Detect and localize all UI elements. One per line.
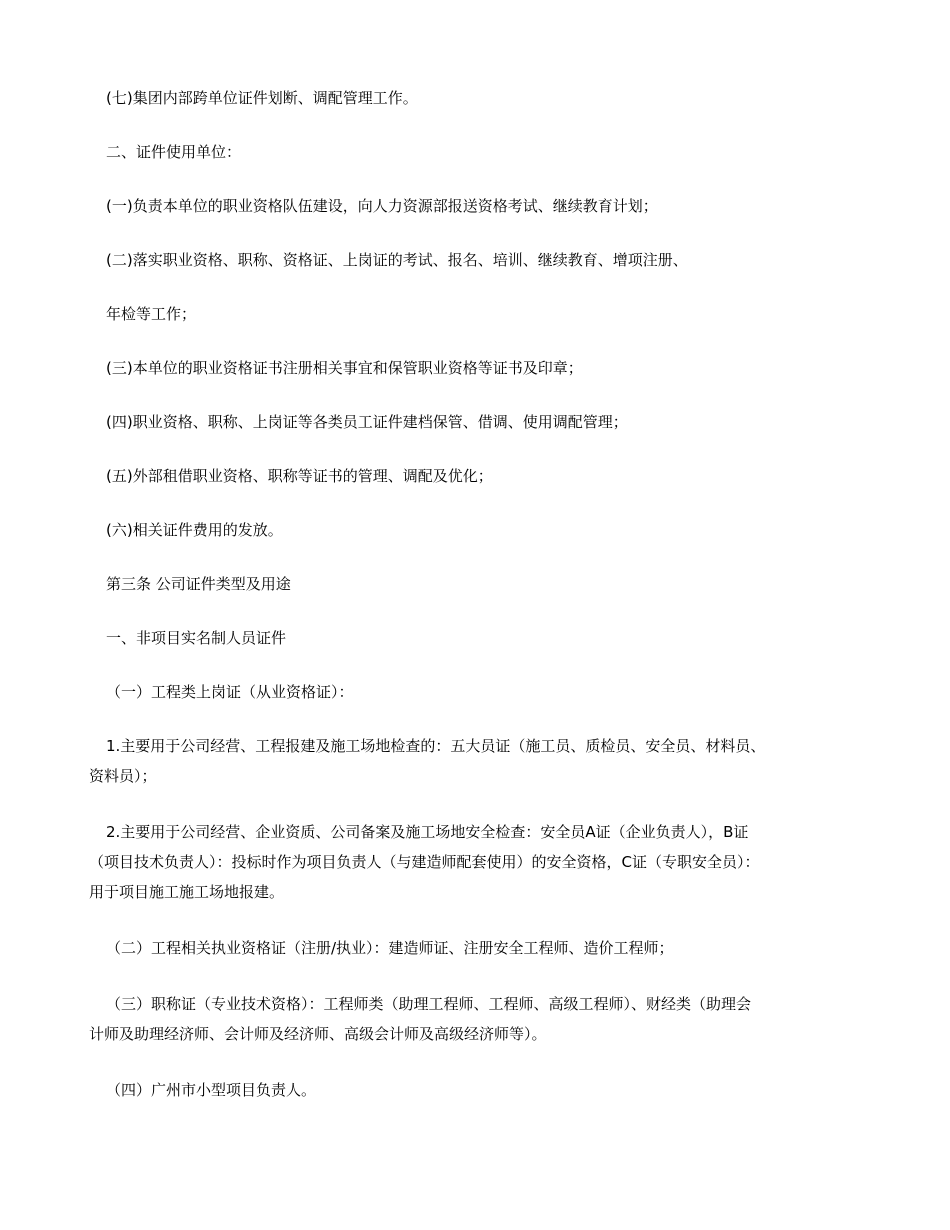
item-2-line-2: （项目技术负责人）：投标时作为项目负责人（与建造师配套使用）的安全资格，C证（专职安全员）： xyxy=(89,853,760,871)
subsection-4: （四）广州市小型项目负责人。 xyxy=(106,1081,317,1099)
paragraph-7: (七)集团内部跨单位证件划断、调配管理工作。 xyxy=(106,89,418,107)
paragraph-1: (一)负责本单位的职业资格队伍建设，向人力资源部报送资格考试、继续教育计划； xyxy=(106,197,658,215)
item-2-line-1: 2.主要用于公司经营、企业资质、公司备案及施工场地安全检查：安全员A证（企业负责人），B证 xyxy=(106,823,749,841)
paragraph-4: (四)职业资格、职称、上岗证等各类员工证件建档保管、借调、使用调配管理； xyxy=(106,413,628,431)
subsection-3-line-2: 计师及助理经济师、会计师及经济师、高级会计师及高级经济师等）。 xyxy=(89,1025,547,1043)
heading-certificate-users: 二、证件使用单位： xyxy=(106,143,242,161)
item-1-line-2: 资料员）； xyxy=(89,767,157,785)
paragraph-2-line-2: 年检等工作； xyxy=(106,305,197,323)
item-1-line-1: 1.主要用于公司经营、工程报建及施工场地检查的：五大员证（施工员、质检员、安全员、材料员、 xyxy=(106,737,766,755)
subsection-1-heading: （一）工程类上岗证（从业资格证）： xyxy=(106,683,354,701)
subsection-2: （二）工程相关执业资格证（注册/执业）：建造师证、注册安全工程师、造价工程师； xyxy=(106,939,674,957)
section-1-heading: 一、非项目实名制人员证件 xyxy=(106,629,287,647)
paragraph-3: (三)本单位的职业资格证书注册相关事宜和保管职业资格等证书及印章； xyxy=(106,359,583,377)
subsection-3-line-1: （三）职称证（专业技术资格）：工程师类（助理工程师、工程师、高级工程师）、财经类（助理会 xyxy=(106,995,752,1013)
paragraph-5: (五)外部租借职业资格、职称等证书的管理、调配及优化； xyxy=(106,467,493,485)
paragraph-2-line-1: (二)落实职业资格、职称、资格证、上岗证的考试、报名、培训、继续教育、增项注册、 xyxy=(106,251,688,269)
paragraph-6: (六)相关证件费用的发放。 xyxy=(106,521,283,539)
article-3-heading: 第三条 公司证件类型及用途 xyxy=(106,575,291,593)
item-2-line-3: 用于项目施工施工场地报建。 xyxy=(89,883,285,901)
